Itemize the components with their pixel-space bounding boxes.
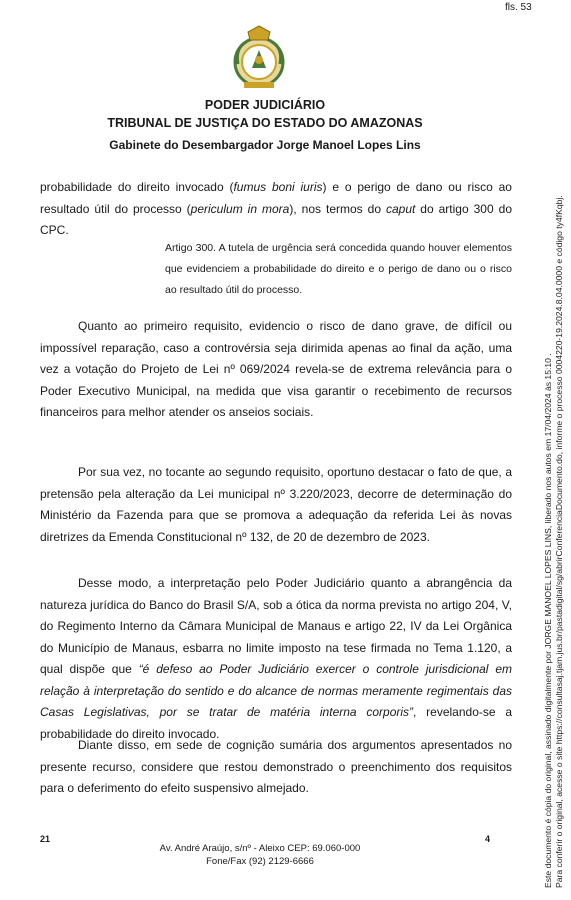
p1-text-c: ) e o perigo de dano ou risco ao resultado útil do processo ( bbox=[40, 180, 512, 216]
paragraph-4 bbox=[40, 573, 512, 745]
p4-italic-quote: “é defeso ao Poder Judiciário exercer o controle jurisdicional em relação à interpretação do sentido e do alcance de normas meramente regimentais das Casas Legislativas, por se tratar de matéria interna corporis” bbox=[40, 662, 513, 719]
footer-phone: Fone/Fax (92) 2129-6666 bbox=[206, 856, 314, 867]
p4-text-c: , revelando-se a probabilidade do direito invocado. bbox=[40, 705, 512, 741]
footer-right-number: 4 bbox=[485, 834, 491, 844]
footer-left-number: 21 bbox=[40, 834, 51, 844]
paragraph-2: Quanto ao primeiro requisito, evidencio o risco de dano grave, de difícil ou impossível reparação, caso a controvérsia seja dirimida apenas ao final da ação, uma vez a votação do Projeto de Lei nº 069/2024 revela-se de extrema relevância para o Poder Executivo Municipal, na medida que visa garantir o recebimento de recursos financeiros para melhor atender os anseios sociais. bbox=[40, 319, 512, 419]
paragraph-3: Por sua vez, no tocante ao segundo requisito, oportuno destacar o fato de que, a pretensão pela alteração da Lei municipal nº 3.220/2023, decorre de determinação do Ministério da Fazenda para que se promova a adequação da referida Lei às novas diretrizes da Emenda Constitucional nº 132, de 20 de dezembro de 2023. bbox=[40, 465, 512, 544]
legal-quote: Artigo 300. A tutela de urgência será concedida quando houver elementos que evidenciem a probabilidade do direito e o perigo de dano ou o risco ao resultado útil do processo. bbox=[165, 242, 512, 296]
court-seal-emblem bbox=[232, 24, 286, 94]
p1-italic-b: fumus boni iuris bbox=[233, 180, 323, 194]
paragraph-5: Diante disso, em sede de cognição sumária dos argumentos apresentados no presente recurso, considere que restou demonstrado o preenchimento dos requisitos para o deferimento do efeito suspensivo almejado. bbox=[40, 738, 512, 795]
header-line-2: TRIBUNAL DE JUSTIÇA DO ESTADO DO AMAZONAS bbox=[107, 116, 423, 130]
p1-italic-d: periculum in mora bbox=[190, 201, 290, 216]
header-line-1: PODER JUDICIÁRIO bbox=[204, 98, 326, 112]
p4-text-a: Desse modo, a interpretação pelo Poder Judiciário quanto a abrangência da natureza jurídica do Banco do Brasil S/A, sob a ótica da norma prevista no artigo 204, V, do Regimento Interno da Câmara Municipal de Manaus e artigo 22, IV da Lei Orgânica do Município de Manaus, esbarra no limite imposto na tese firmada no Tema 1.120, a qual dispõe que bbox=[40, 576, 512, 676]
signature-line-1: Este documento é cópia do original, assinado digitalmente por JORGE MANOEL LOPES LINS, liberado nos autos em 17/04/2024 às 15:10 . bbox=[543, 353, 553, 888]
p1-text-e: ), nos termos do bbox=[289, 201, 386, 216]
p1-text-a: probabilidade do direito invocado ( bbox=[40, 180, 234, 194]
header-line-3: Gabinete do Desembargador Jorge Manoel Lopes Lins bbox=[109, 138, 421, 152]
p1-text-g: do artigo 300 do CPC. bbox=[40, 201, 512, 237]
p1-italic-f: caput bbox=[385, 201, 416, 216]
digital-signature-note bbox=[543, 3, 565, 888]
signature-line-2: Para conferir o original, acesse o site https://consultasaj.tjam.jus.br/pastadigital/sg/abrirConferenciaDocumento.do, informe o processo 0004220-19.2024.8.04.0000 e código ty4fKqbj. bbox=[554, 195, 564, 888]
paragraph-1 bbox=[40, 177, 512, 242]
footer-address: Av. André Araújo, s/nº - Aleixo CEP: 69.060-000 bbox=[159, 843, 361, 854]
page-label: fls. 53 bbox=[505, 2, 532, 13]
